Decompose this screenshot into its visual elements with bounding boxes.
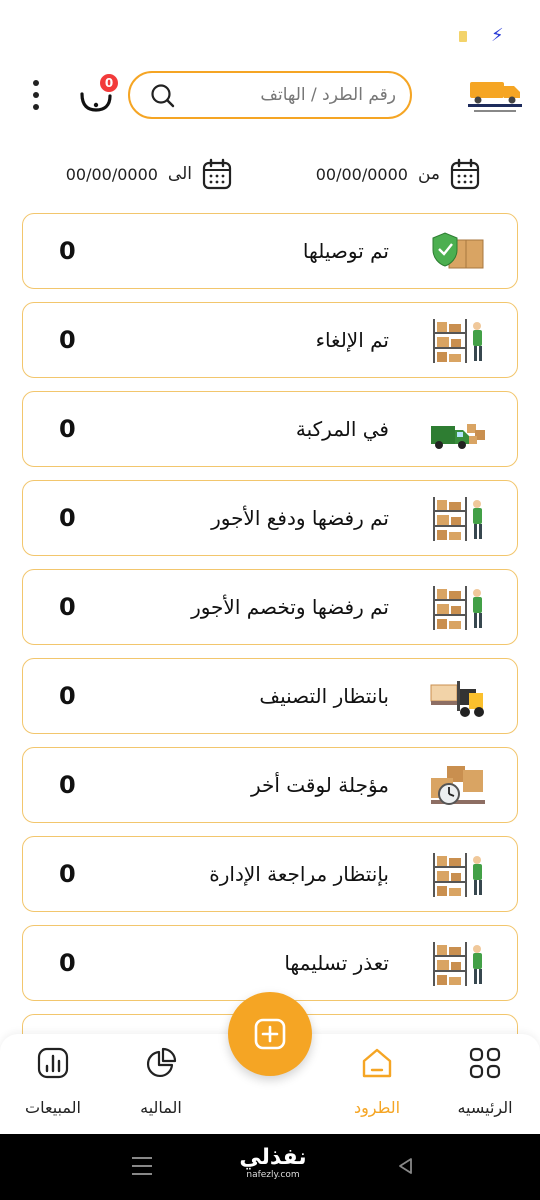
status-card-awaiting-management-review[interactable] xyxy=(22,836,518,912)
date-from-value: 00/00/0000 xyxy=(315,164,408,184)
status-count: 0 xyxy=(59,504,76,532)
status-count: 0 xyxy=(59,415,76,443)
recents-button[interactable] xyxy=(132,1157,152,1175)
delivery-van-icon xyxy=(429,404,487,454)
status-label: بإنتظار مراجعة الإدارة xyxy=(209,862,389,886)
calendar-icon xyxy=(202,158,232,190)
bar-chart-icon xyxy=(36,1046,70,1080)
status-count: 0 xyxy=(59,237,76,265)
recents-line xyxy=(132,1173,152,1175)
battery-icon xyxy=(459,31,467,42)
dot xyxy=(33,104,39,110)
date-filter xyxy=(0,154,540,194)
warehouse-worker-icon xyxy=(429,315,487,365)
status-count: 0 xyxy=(59,326,76,354)
status-label: تم الإلغاء xyxy=(315,328,389,352)
status-count: 0 xyxy=(59,771,76,799)
status-count: 0 xyxy=(59,682,76,710)
nav-sales-label: المبيعات xyxy=(25,1098,81,1117)
search-bar[interactable] xyxy=(128,71,412,119)
dot xyxy=(33,80,39,86)
house-icon xyxy=(360,1046,394,1080)
date-to-label: الى xyxy=(167,164,192,184)
nav-parcels-label: الطرود xyxy=(353,1098,401,1117)
status-card-in-vehicle[interactable] xyxy=(22,391,518,467)
search-input[interactable] xyxy=(186,79,396,111)
status-card-rejected-fees-deducted[interactable] xyxy=(22,569,518,645)
calendar-icon xyxy=(450,158,480,190)
status-label: تعذر تسليمها xyxy=(284,951,389,975)
watermark-latin: nafezly.com xyxy=(246,1170,300,1180)
warehouse-worker-icon xyxy=(429,849,487,899)
home-grid-icon xyxy=(468,1046,502,1080)
nav-finance-label: الماليه xyxy=(140,1098,182,1117)
status-label: تم رفضها ودفع الأجور xyxy=(211,506,389,530)
status-card-rejected-fees-paid[interactable] xyxy=(22,480,518,556)
nav-finance[interactable] xyxy=(116,1046,206,1130)
nav-home-label: الرئيسيه xyxy=(457,1098,513,1117)
forklift-icon xyxy=(429,671,487,721)
status-card-awaiting-sorting[interactable] xyxy=(22,658,518,734)
date-from-picker[interactable] xyxy=(316,154,480,194)
status-card-undeliverable[interactable] xyxy=(22,925,518,1001)
overflow-menu-button[interactable] xyxy=(26,80,46,110)
status-card-postponed[interactable] xyxy=(22,747,518,823)
add-parcel-button[interactable] xyxy=(228,992,312,1076)
date-to-picker[interactable] xyxy=(66,154,232,194)
watermark xyxy=(228,1146,318,1180)
status-label: في المركبة xyxy=(295,417,389,441)
back-button[interactable] xyxy=(396,1156,416,1176)
company-logo xyxy=(464,74,526,118)
status-count: 0 xyxy=(59,860,76,888)
nav-home[interactable] xyxy=(440,1046,530,1130)
charging-bolt-icon: ⚡ xyxy=(491,25,504,46)
delivered-box-shield-icon xyxy=(429,226,487,276)
recents-line xyxy=(132,1157,152,1159)
nav-sales[interactable] xyxy=(8,1046,98,1130)
status-count: 0 xyxy=(59,949,76,977)
watermark-arabic: نفذلي xyxy=(239,1145,307,1170)
status-label: تم رفضها وتخصم الأجور xyxy=(191,595,389,619)
warehouse-worker-icon xyxy=(429,582,487,632)
notification-count-badge: 0 xyxy=(98,72,120,94)
status-label: مؤجلة لوقت أخر xyxy=(250,773,389,797)
status-card-cancelled[interactable] xyxy=(22,302,518,378)
app-header xyxy=(0,66,540,126)
status-card-delivered[interactable] xyxy=(22,213,518,289)
warehouse-worker-icon xyxy=(429,938,487,988)
date-to-value: 00/00/0000 xyxy=(65,164,158,184)
status-count: 0 xyxy=(59,593,76,621)
status-label: بانتظار التصنيف xyxy=(259,684,389,708)
status-bar xyxy=(0,0,540,60)
add-parcel-icon xyxy=(253,1017,287,1051)
notifications-button[interactable] xyxy=(76,74,120,118)
search-icon xyxy=(150,83,176,109)
recents-line xyxy=(132,1165,152,1167)
status-label: تم توصيلها xyxy=(302,239,389,263)
boxes-stopwatch-icon xyxy=(429,760,487,810)
date-from-label: من xyxy=(417,164,440,184)
warehouse-worker-icon xyxy=(429,493,487,543)
pie-chart-icon xyxy=(144,1046,178,1080)
nav-parcels[interactable] xyxy=(332,1046,422,1130)
dot xyxy=(33,92,39,98)
